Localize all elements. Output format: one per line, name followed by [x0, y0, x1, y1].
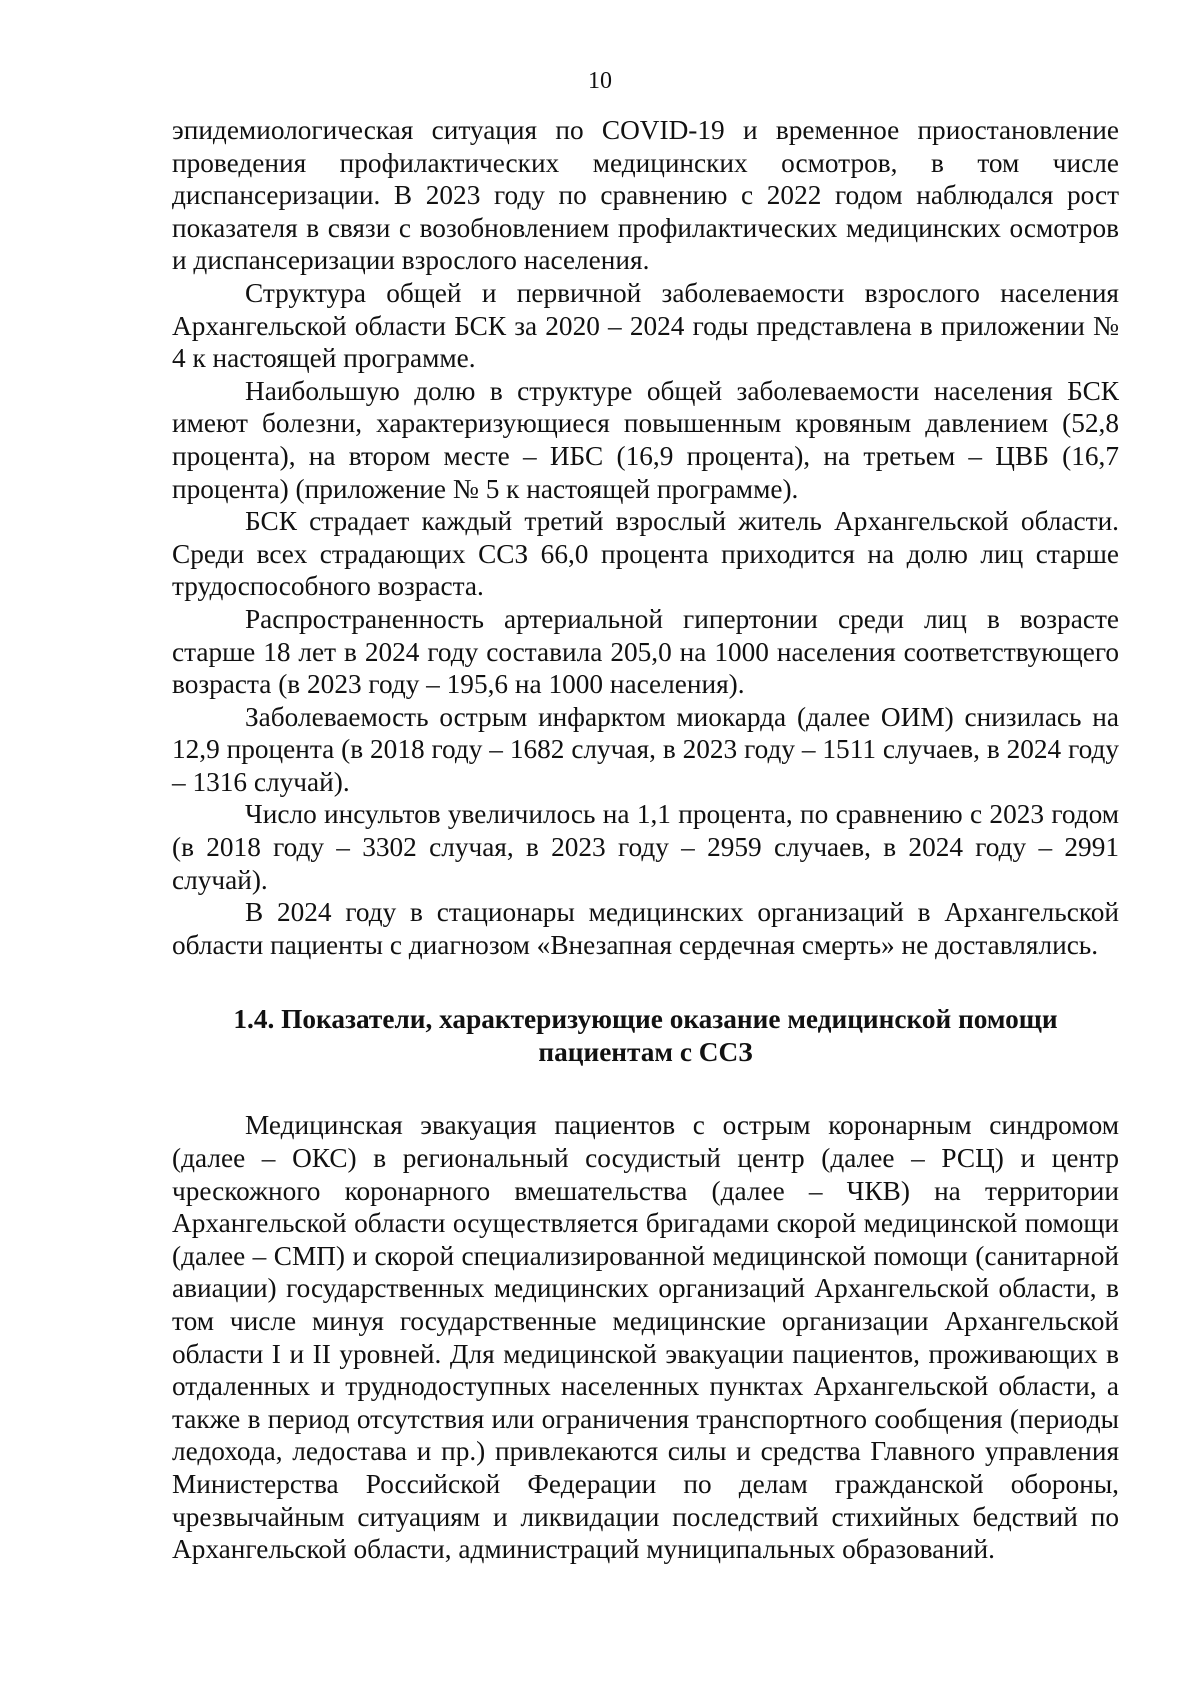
page-number: 10 [588, 68, 612, 94]
paragraph: Распространенность артериальной гипертонии среди лиц в возрасте старше 18 лет в 2024 году составила 205,0 на 1000 населения соответствующего возраста (в 2023 году – 195,6 на 1000 населения). [172, 603, 1119, 700]
paragraph: эпидемиологическая ситуация по COVID-19 и временное приостановление проведения профилактических медицинских осмотров, в том числе диспансеризации. В 2023 году по сравнению с 2022 годом наблюдался рост показателя в связи с возобновлением профилактических медицинских осмотров и диспансеризации взрослого населения. [172, 115, 1119, 276]
paragraph: В 2024 году в стационары медицинских организаций в Архангельской области пациенты с диагнозом «Внезапная сердечная смерть» не доставлялись. [172, 897, 1119, 960]
section-heading-line: пациентам с ССЗ [538, 1037, 753, 1068]
section-heading [172, 1003, 1119, 1069]
paragraph: Структура общей и первичной заболеваемости взрослого населения Архангельской области БСК за 2020 – 2024 годы представлена в приложении № 4 к настоящей программе. [172, 277, 1119, 374]
document-body [172, 114, 1119, 1566]
section-heading-line: 1.4. Показатели, характеризующие оказание медицинской помощи [233, 1004, 1058, 1035]
paragraph: Число инсультов увеличилось на 1,1 процента, по сравнению с 2023 годом (в 2018 году – 3302 случая, в 2023 году – 2959 случаев, в 2024 году – 2991 случай). [172, 799, 1119, 895]
paragraph: БСК страдает каждый третий взрослый житель Архангельской области. Среди всех страдающих ССЗ 66,0 процента приходится на долю лиц старше трудоспособного возраста. [172, 506, 1119, 602]
paragraph: Медицинская эвакуация пациентов с острым коронарным синдромом (далее – ОКС) в региональный сосудистый центр (далее – РСЦ) и центр чрескожного коронарного вмешательства (далее – ЧКВ) на территории Архангельской области осуществляется бригадами скорой медицинской помощи (далее – СМП) и скорой специализированной медицинской помощи (санитарной авиации) государственных медицинских организаций Архангельской области, в том числе минуя государственные медицинские организации Архангельской области I и II уровней. Для медицинской эвакуации пациентов, проживающих в отдаленных и труднодоступных населенных пунктах Архангельской области, а также в период отсутствия или ограничения транспортного сообщения (периоды ледохода, ледостава и пр.) привлекаются силы и средства Главного управления Министерства Российской Федерации по делам гражданской обороны, чрезвычайным ситуациям и ликвидации последствий стихийных бедствий по Архангельской области, администраций муниципальных образований. [172, 1110, 1119, 1565]
paragraph: Заболеваемость острым инфарктом миокарда (далее ОИМ) снизилась на 12,9 процента (в 2018 году – 1682 случая, в 2023 году – 1511 случаев, в 2024 году – 1316 случай). [172, 701, 1119, 797]
paragraph: Наибольшую долю в структуре общей заболеваемости населения БСК имеют болезни, характеризующиеся повышенным кровяным давлением (52,8 процента), на втором месте – ИБС (16,9 процента), на третьем – ЦВБ (16,7 процента) (приложение № 5 к настоящей программе). [172, 375, 1119, 504]
